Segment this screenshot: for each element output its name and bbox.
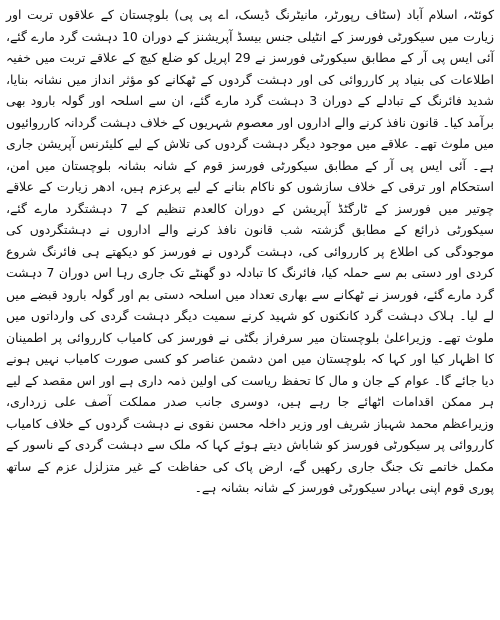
news-article [6, 4, 494, 499]
article-paragraph: کوئٹہ، اسلام آباد (سٹاف رپورٹر، مانیٹرنگ ڈیسک، اے پی پی) بلوچستان کے علاقوں تربت اور زیارت میں سیکورٹی فورسز کے انٹیلی جنس بیسڈ آپریشنز کے دوران 10 دہشت گرد مارے گئے، آئی ایس پی آر کے مطابق سیکورٹی فورسز نے 29 اپریل کو ضلع کیچ کے علاقے تربت میں خفیہ اطلاعات کی بنیاد پر کارروائی کی اور دہشت گردوں کے ٹھکانے کو مؤثر انداز میں نشانہ بنایا، شدید فائرنگ کے تبادلے کے دوران 3 دہشت گرد مارے گئے، ان سے اسلحہ اور گولہ بارود بھی برآمد کیا۔ قانون نافذ کرنے والے اداروں اور معصوم شہریوں کے خلاف دہشت گردانہ کارروائیوں میں ملوث تھے۔ علاقے میں موجود دیگر دہشت گردوں کی تلاش کے لیے کلیئرنس آپریشن جاری ہے۔ آئی ایس پی آر کے مطابق سیکورٹی فورسز قوم کے شانہ بشانہ بلوچستان میں امن، استحکام اور ترقی کے خلاف سازشوں کو ناکام بنانے کے لیے پرعزم ہیں، ادھر زیارت کے علاقے چوتیر میں فورسز کے ٹارگٹڈ آپریشن کے دوران کالعدم تنظیم کے 7 دہشتگرد مارے گئے، سیکورٹی ذرائع کے مطابق گزشتہ شب قانون نافذ کرنے والے اداروں نے دہشتگردوں کی موجودگی کی اطلاع پر کارروائی کی، دہشت گردوں نے فورسز کو دیکھتے ہی فائرنگ شروع کردی اور دستی بم سے حملہ کیا، فائرنگ کا تبادلہ دو گھنٹے تک جاری رہا اس دوران 7 دہشت گرد مارے گئے، فورسز نے ٹھکانے سے بھاری تعداد میں اسلحہ دستی بم اور گولہ بارود قبضے میں لے لیا۔ ہلاک دہشت گرد کانکنوں کو شہید کرنے سمیت دیگر دہشت گردی کی وارداتوں میں ملوث تھے۔ وزیراعلیٰ بلوچستان میر سرفراز بگٹی نے فورسز کی کامیاب کارروائی پر اطمینان کا اظہار کیا اور کہا کہ بلوچستان میں امن دشمن عناصر کو کسی صورت کامیاب نہیں ہونے دیا جائے گا۔ عوام کے جان و مال کا تحفظ ریاست کی اولین ذمہ داری ہے اور اس مقصد کے لیے ہر ممکن اقدامات اٹھائے جا رہے ہیں، دوسری جانب صدر مملکت آصف علی زرداری، وزیراعظم محمد شہباز شریف اور وزیر داخلہ محسن نقوی نے دہشت گردوں کے خلاف کامیاب کارروائی پر سیکورٹی فورسز کو شاباش دیتے ہوئے کہا کہ ملک سے دہشت گردی کے ناسور کے مکمل خاتمے تک جنگ جاری رکھیں گے، ارض پاک کی حفاظت کے غیر متزلزل عزم کے ساتھ پوری قوم اپنی بہادر سیکورٹی فورسز کے شانہ بشانہ ہے۔ [6, 7, 495, 495]
